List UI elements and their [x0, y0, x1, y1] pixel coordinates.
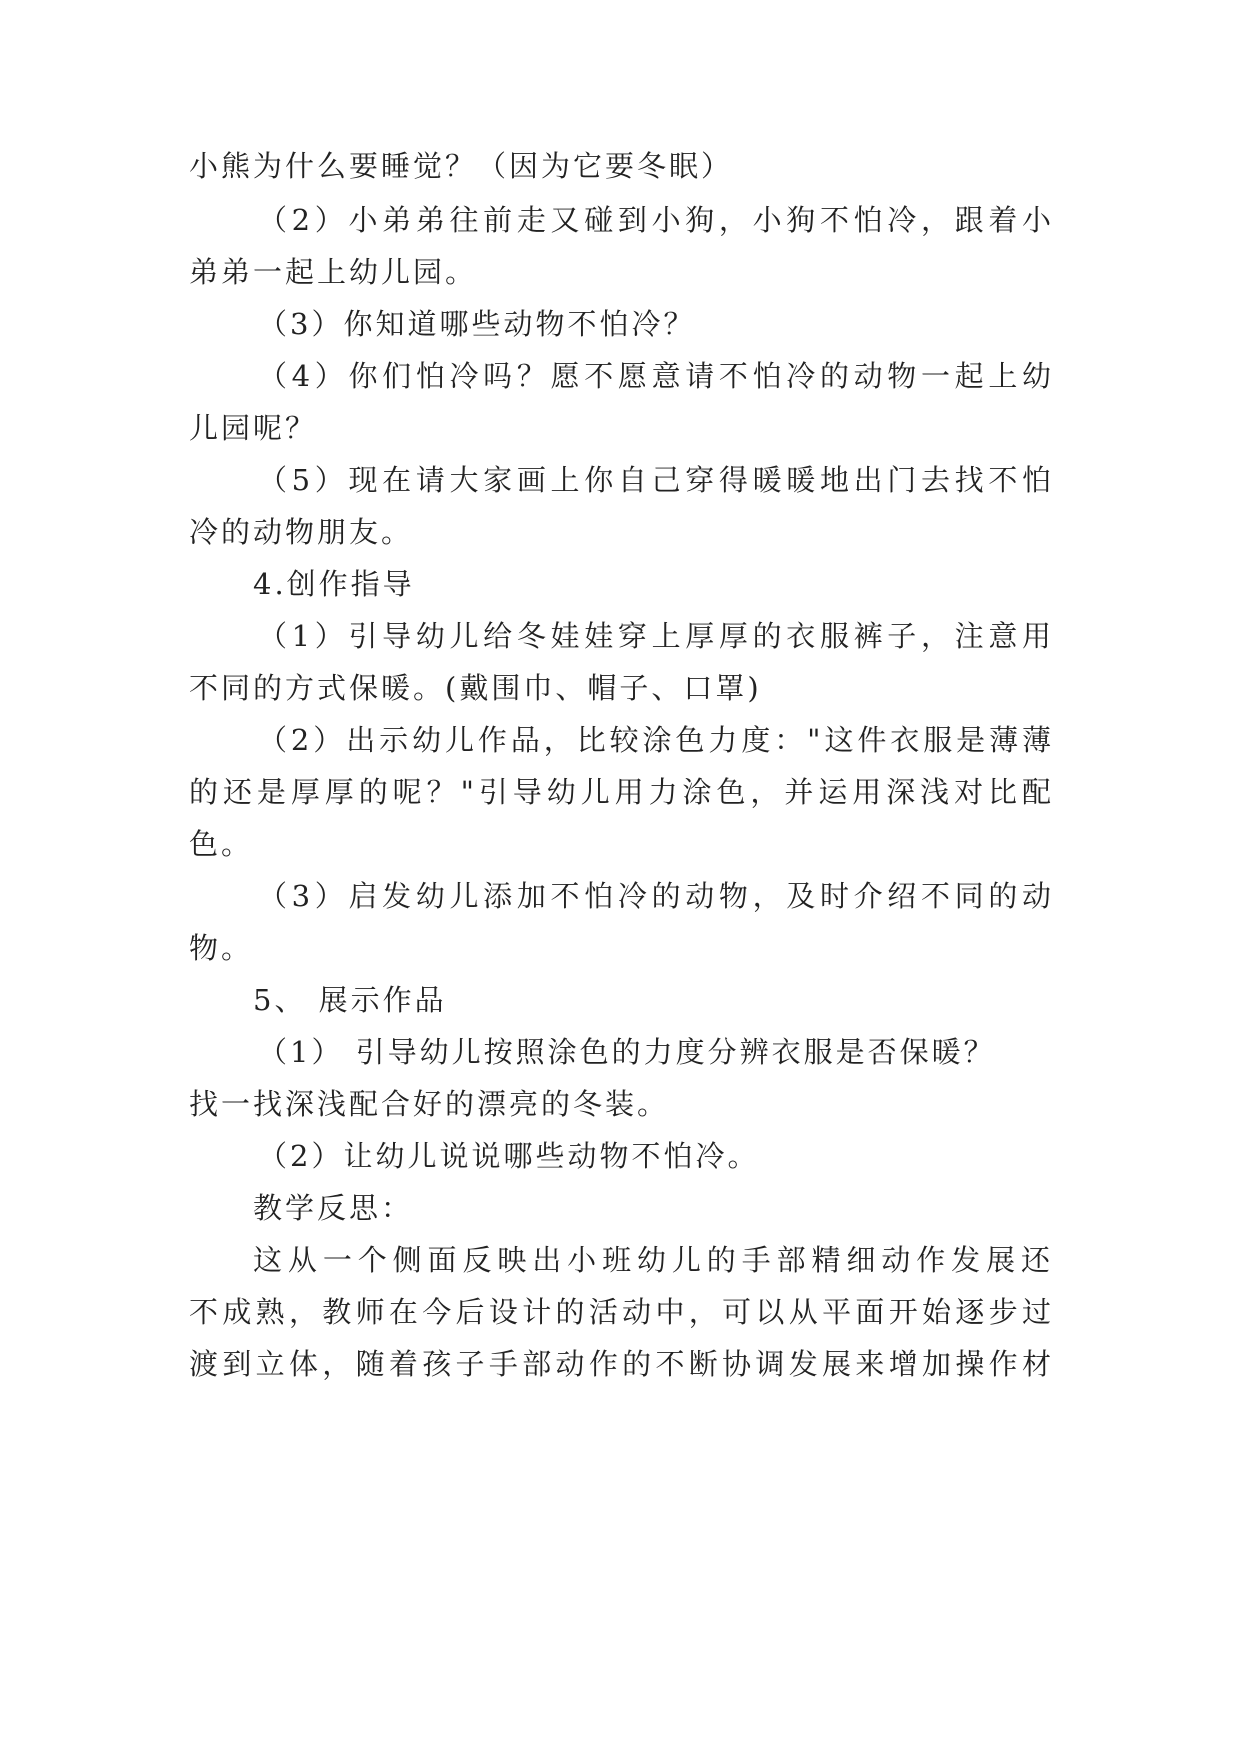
- text-line: （3）启发幼儿添加不怕冷的动物，及时介绍不同的动: [258, 879, 1054, 913]
- text-line: 儿园呢？: [189, 411, 318, 445]
- text-line: （2）让幼儿说说哪些动物不怕冷。: [258, 1139, 760, 1173]
- text-line: （4）你们怕冷吗？愿不愿意请不怕冷的动物一起上幼: [258, 359, 1054, 393]
- text-line: 这从一个侧面反映出小班幼儿的手部精细动作发展还: [253, 1243, 1053, 1277]
- section-heading: 教学反思：: [253, 1191, 414, 1225]
- text-line: 物。: [189, 931, 254, 965]
- section-heading: 5、 展示作品: [253, 983, 447, 1017]
- text-line: （3）你知道哪些动物不怕冷？: [258, 307, 696, 341]
- text-line: 弟弟一起上幼儿园。: [189, 255, 478, 289]
- text-line: 不成熟，教师在今后设计的活动中，可以从平面开始逐步过: [189, 1295, 1054, 1329]
- text-line: 色。: [189, 827, 254, 861]
- text-line: 找一找深浅配合好的漂亮的冬装。: [189, 1087, 670, 1121]
- text-line: （5）现在请大家画上你自己穿得暖暖地出门去找不怕: [258, 463, 1054, 497]
- text-line: （1）引导幼儿给冬娃娃穿上厚厚的衣服裤子，注意用: [258, 619, 1054, 653]
- text-line: 冷的动物朋友。: [189, 515, 414, 549]
- text-line: （2）小弟弟往前走又碰到小狗，小狗不怕冷，跟着小: [258, 203, 1054, 237]
- text-line: 小熊为什么要睡觉？（因为它要冬眠）: [189, 149, 734, 183]
- section-heading: 4.创作指导: [253, 567, 415, 601]
- text-line: （1） 引导幼儿按照涂色的力度分辨衣服是否保暖？: [258, 1035, 996, 1069]
- text-line: 渡到立体，随着孩子手部动作的不断协调发展来增加操作材: [189, 1347, 1054, 1381]
- text-line: 不同的方式保暖。(戴围巾、帽子、口罩): [189, 671, 762, 705]
- text-line: 的还是厚厚的呢？"引导幼儿用力涂色，并运用深浅对比配: [189, 775, 1054, 809]
- text-line: （2）出示幼儿作品，比较涂色力度："这件衣服是薄薄: [258, 723, 1054, 757]
